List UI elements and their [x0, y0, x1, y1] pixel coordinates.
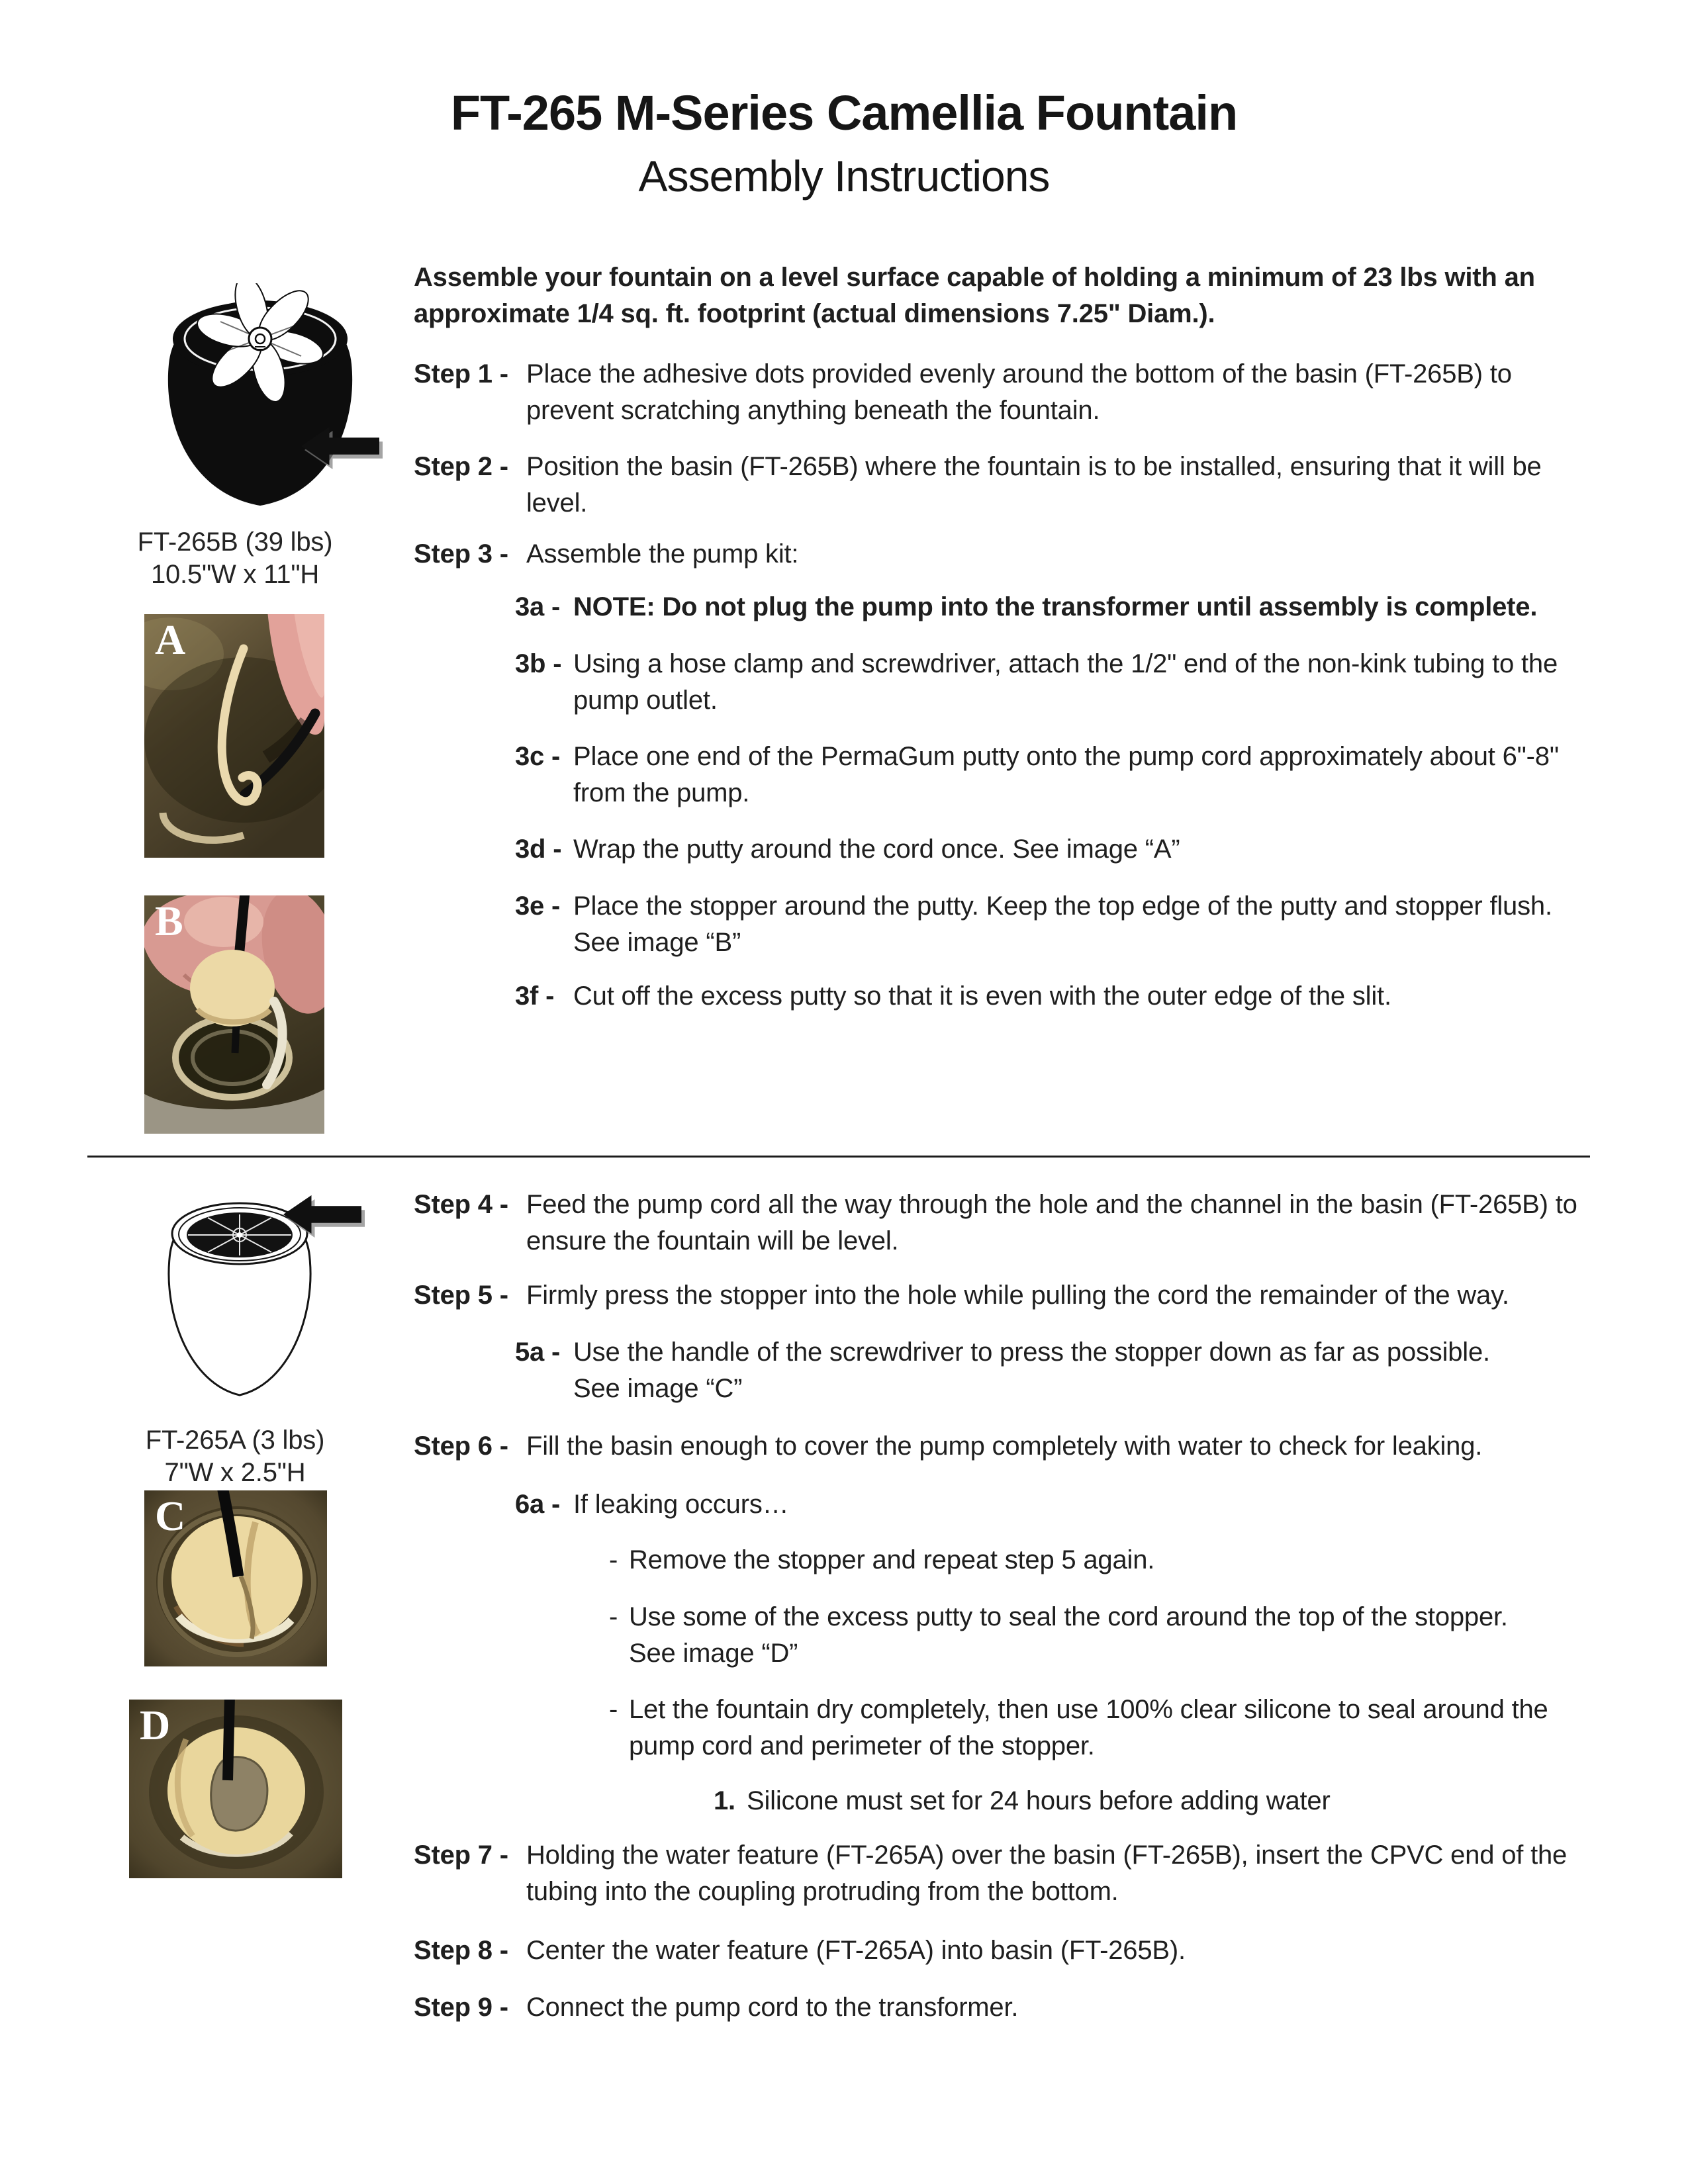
photo-a-label: A — [155, 616, 186, 663]
feature-caption-line1: FT-265A (3 lbs) — [145, 1426, 325, 1455]
section-divider — [87, 1156, 1590, 1158]
photo-b — [144, 895, 324, 1134]
bullet-2-dash: - — [609, 1602, 618, 1631]
intro-paragraph: Assemble your fountain on a level surface capable of holding a minimum of 23 lbs with an approximate 1/4 sq. ft. footprint (actual dimensions 7.25" Diam.). — [414, 263, 1535, 328]
substep-3b — [515, 646, 1591, 719]
step-1 — [414, 356, 1591, 429]
step-1-text: Place the adhesive dots provided evenly around the bottom of the basin (FT-265B) to prevent scratching anything beneath the fountain. — [526, 359, 1512, 425]
substep-3f-text: Cut off the excess putty so that it is even with the outer edge of the slit. — [573, 981, 1391, 1011]
step-7-text: Holding the water feature (FT-265A) over the basin (FT-265B), insert the CPVC end of the tubing into the coupling protruding from the bottom. — [526, 1841, 1568, 1906]
substep-5a-note: See image “C” — [573, 1374, 743, 1403]
substep-3f-label: 3f - — [515, 981, 555, 1011]
substep-3d — [515, 831, 1591, 868]
substep-3d-text: Wrap the putty around the cord once. See image “A” — [573, 835, 1180, 864]
substep-5a-label: 5a - — [515, 1338, 561, 1367]
substep-3e-note: See image “B” — [573, 928, 741, 957]
step-8-text: Center the water feature (FT-265A) into basin (FT-265B). — [526, 1936, 1186, 1965]
page-subtitle: Assembly Instructions — [638, 152, 1050, 201]
photo-b-label: B — [155, 897, 183, 944]
substep-5a-body — [573, 1334, 1591, 1407]
substep-6a-label: 6a - — [515, 1490, 561, 1519]
step-3-text: Assemble the pump kit: — [526, 539, 799, 569]
substep-3e-label: 3e - — [515, 891, 561, 921]
step-2-text: Position the basin (FT-265B) where the fountain is to be installed, ensuring that it will be level. — [526, 452, 1542, 518]
photo-c — [144, 1490, 327, 1666]
step-7 — [414, 1837, 1591, 1910]
step-3-label: Step 3 - — [414, 539, 508, 569]
step-5-text: Firmly press the stopper into the hole while pulling the cord the remainder of the way. — [526, 1281, 1509, 1310]
photo-a — [144, 614, 324, 858]
basin-caption-line2: 10.5"W x 11"H — [150, 560, 320, 589]
substep-3e-body — [573, 888, 1591, 961]
basin-caption-line1: FT-265B (39 lbs) — [137, 527, 333, 557]
substep-3a-text: NOTE: Do not plug the pump into the transformer until assembly is complete. — [573, 592, 1538, 621]
basin-caption — [103, 526, 367, 591]
step-4 — [414, 1187, 1591, 1259]
numbered-note — [714, 1783, 1591, 1819]
substep-3a — [515, 589, 1591, 625]
substep-3f — [515, 978, 1591, 1015]
feature-caption-line2: 7"W x 2.5"H — [164, 1458, 306, 1487]
step-2-label: Step 2 - — [414, 452, 508, 481]
bullet-3 — [609, 1692, 1591, 1764]
step-6 — [414, 1428, 1591, 1465]
step-6-text: Fill the basin enough to cover the pump completely with water to check for leaking. — [526, 1432, 1483, 1461]
step-8-label: Step 8 - — [414, 1936, 508, 1965]
bullet-1-text: Remove the stopper and repeat step 5 again. — [629, 1545, 1155, 1574]
substep-3c — [515, 739, 1591, 811]
substep-5a-text: Use the handle of the screwdriver to press the stopper down as far as possible. — [573, 1338, 1490, 1367]
photo-c-label: C — [155, 1492, 186, 1539]
substep-3a-label: 3a - — [515, 592, 561, 621]
step-2 — [414, 449, 1591, 522]
photo-d — [129, 1700, 342, 1878]
numbered-note-text: Silicone must set for 24 hours before adding water — [747, 1786, 1331, 1815]
numbered-note-label: 1. — [714, 1786, 735, 1815]
step-7-label: Step 7 - — [414, 1841, 508, 1870]
substep-3c-text: Place one end of the PermaGum putty onto the pump cord approximately about 6"-8" from the pump. — [573, 742, 1559, 807]
page-title: FT-265 M-Series Camellia Fountain — [450, 85, 1238, 140]
step-9-text: Connect the pump cord to the transformer. — [526, 1993, 1019, 2022]
step-4-label: Step 4 - — [414, 1190, 508, 1219]
feature-caption — [103, 1424, 367, 1489]
step-5-label: Step 5 - — [414, 1281, 508, 1310]
step-8 — [414, 1933, 1591, 1969]
left-arrow-icon — [283, 1195, 361, 1234]
bullet-3-dash: - — [609, 1695, 618, 1724]
substep-6a — [515, 1486, 1591, 1523]
bullet-2-text: Use some of the excess putty to seal the cord around the top of the stopper. — [629, 1602, 1508, 1631]
step-9 — [414, 1989, 1591, 2026]
bullet-2-body — [629, 1599, 1591, 1672]
bullet-1-dash: - — [609, 1545, 618, 1574]
step-1-label: Step 1 - — [414, 359, 508, 388]
step-6-label: Step 6 - — [414, 1432, 508, 1461]
bullet-2 — [609, 1599, 1591, 1672]
step-5 — [414, 1277, 1591, 1314]
photo-d-label: D — [140, 1702, 171, 1749]
bullet-3-text: Let the fountain dry completely, then use 100% clear silicone to seal around the pump cord and perimeter of the stopper. — [629, 1695, 1548, 1760]
substep-3d-label: 3d - — [515, 835, 562, 864]
step-4-text: Feed the pump cord all the way through the hole and the channel in the basin (FT-265B) to ensure the fountain will be level. — [526, 1190, 1577, 1255]
substep-3b-label: 3b - — [515, 649, 562, 678]
substep-3c-label: 3c - — [515, 742, 561, 771]
substep-3b-text: Using a hose clamp and screwdriver, attach the 1/2" end of the non-kink tubing to the pump outlet. — [573, 649, 1558, 715]
substep-3e — [515, 888, 1591, 961]
left-arrow-icon — [301, 427, 379, 465]
substep-6a-text: If leaking occurs… — [573, 1490, 789, 1519]
bullet-2-note: See image “D” — [629, 1639, 798, 1668]
step-9-label: Step 9 - — [414, 1993, 508, 2022]
step-3 — [414, 536, 1591, 572]
substep-3e-text: Place the stopper around the putty. Keep the top edge of the putty and stopper flush. — [573, 891, 1552, 921]
basin-illustration — [141, 283, 379, 518]
bullet-1 — [609, 1542, 1591, 1578]
substep-5a — [515, 1334, 1591, 1407]
